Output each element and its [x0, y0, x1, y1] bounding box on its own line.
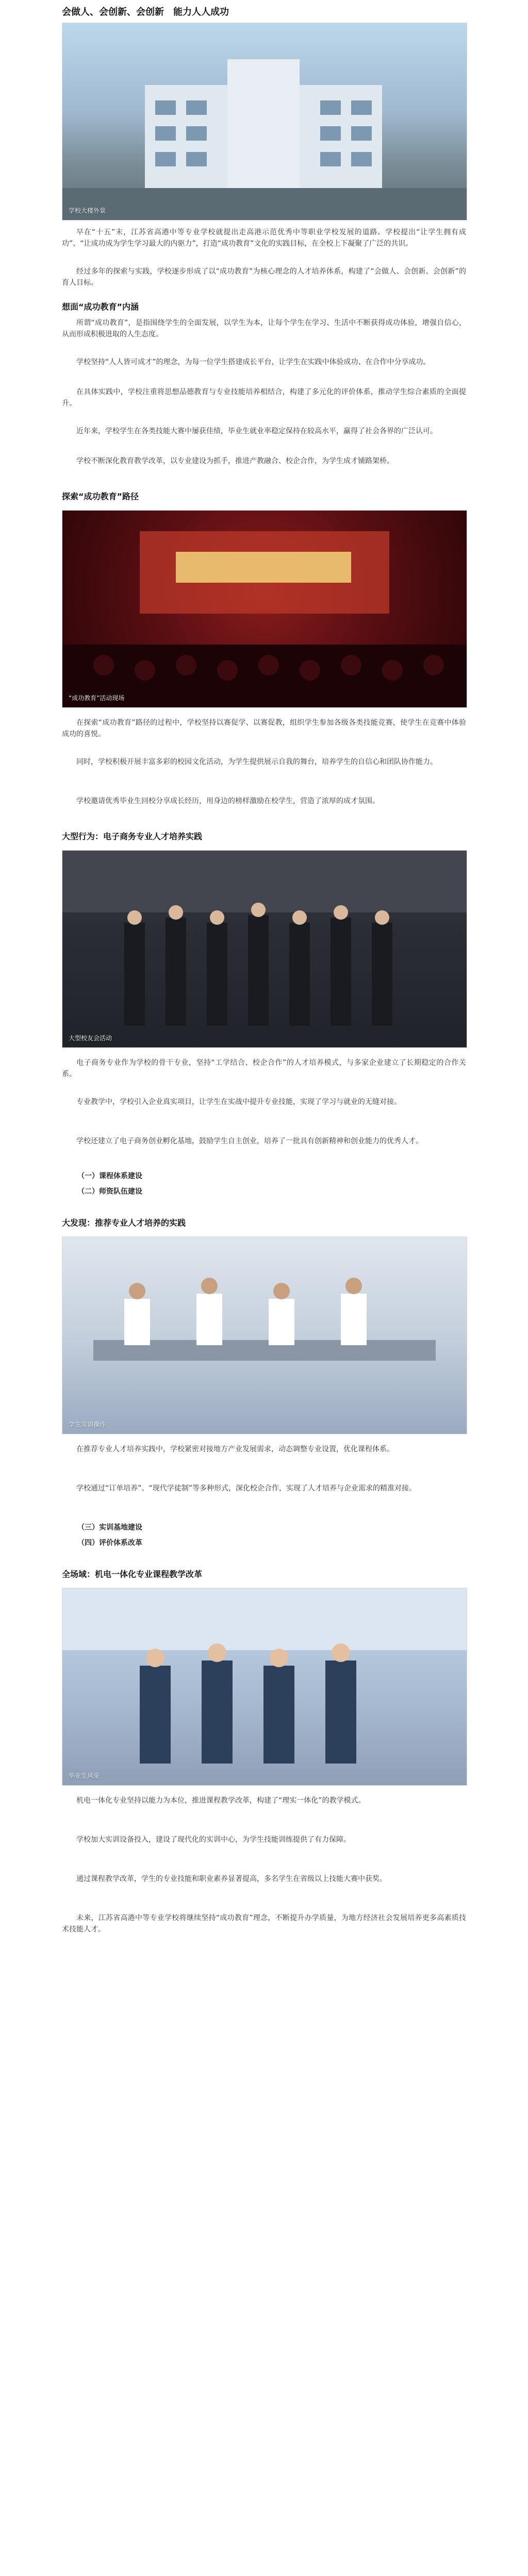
section-heading: 大型行为：电子商务专业人才培养实践 [62, 832, 203, 841]
subheading: （一）课程体系建设 [77, 1172, 142, 1180]
paragraph: 学校加大实训设备投入，建设了现代化的实训中心，为学生技能训练提供了有力保障。 [76, 1836, 351, 1844]
alumni-photo [62, 850, 467, 1048]
photo-label: 学生实训操作 [69, 1421, 106, 1428]
section-heading: 全场域：机电一体化专业课程教学改革 [62, 1569, 203, 1579]
graduates-photo [62, 1588, 467, 1786]
paragraph: 在推荐专业人才培养实践中，学校紧密对接地方产业发展需求，动态调整专业设置，优化课程体系。 [76, 1445, 394, 1453]
photo-label: “成功教育”活动现场 [69, 694, 125, 702]
building-photo [62, 23, 467, 221]
stage-photo [62, 510, 467, 708]
stage-illustration [62, 511, 467, 707]
alumni-illustration [62, 851, 467, 1047]
paragraph: 在探索“成功教育”路径的过程中，学校坚持以赛促学、以赛促教，组织学生参加各级各类技能竞赛，使学生在竞赛中体验成功的喜悦。 [62, 719, 466, 738]
paragraph: 通过课程教学改革，学生的专业技能和职业素养显著提高，多名学生在省级以上技能大赛中获奖。 [76, 1875, 387, 1883]
section-heading: 探索“成功教育”路径 [62, 492, 139, 501]
section-heading: 想面“成功教育”内涵 [62, 302, 139, 312]
paragraph: 学校坚持“人人皆可成才”的理念，为每一位学生搭建成长平台，让学生在实践中体验成功、在合作中分享成功。 [76, 358, 431, 366]
paragraph: 专业教学中，学校引入企业真实项目，让学生在实战中提升专业技能，实现了学习与就业的无缝对接。 [76, 1098, 401, 1106]
paragraph: 同时，学校积极开展丰富多彩的校园文化活动，为学生提供展示自我的舞台，培养学生的自信心和团队协作能力。 [76, 758, 437, 766]
paragraph: 学校不断深化教育教学改革，以专业建设为抓手，推进产教融合、校企合作，为学生成才铺路架桥。 [76, 457, 394, 465]
paragraph: 未来，江苏省高港中等专业学校将继续坚持“成功教育”理念，不断提升办学质量，为地方经济社会发展培养更多高素质技术技能人才。 [62, 1914, 466, 1934]
paragraph: 学校通过“订单培养”、“现代学徒制”等多种形式，深化校企合作，实现了人才培养与企业需求的精准对接。 [76, 1484, 417, 1493]
training-photo [62, 1236, 467, 1434]
subheading: （四）评价体系改革 [77, 1539, 142, 1547]
subheading: （三）实训基地建设 [77, 1523, 142, 1532]
training-illustration [62, 1237, 467, 1434]
paragraph: 电子商务专业作为学校的骨干专业，坚持“工学结合、校企合作”的人才培养模式，与多家企业建立了长期稳定的合作关系。 [62, 1059, 466, 1078]
paragraph: 早在“十五”末，江苏省高港中等专业学校就提出走高港示范优秀中等职业学校发展的道路。学校提出“让学生拥有成功”、“让成功成为学生学习最大的内驱力”，打造“成功教育”文化的实践目标，在全校上下凝聚了广泛的共识。 [62, 228, 466, 248]
subheading: （二）师资队伍建设 [77, 1188, 142, 1196]
paragraph: 近年来，学校学生在各类技能大赛中屡获佳绩，毕业生就业率稳定保持在较高水平，赢得了社会各界的广泛认可。 [76, 427, 437, 435]
section-heading: 大发现：推荐专业人才培养的实践 [62, 1218, 186, 1228]
photo-label: 毕业生风采 [69, 1772, 100, 1780]
article-title: 会做人、会创新、会创新 能力人人成功 [62, 7, 229, 18]
paragraph: 学校邀请优秀毕业生回校分享成长经历，用身边的榜样激励在校学生，营造了浓厚的成才氛围。 [76, 797, 380, 805]
photo-label: 大型校友会活动 [69, 1035, 112, 1042]
paragraph: 所谓“成功教育”，是指围绕学生的全面发展，以学生为本，让每个学生在学习、生活中不断获得成功体验，增强自信心，从而形成积极进取的人生态度。 [62, 319, 466, 338]
building-illustration [62, 23, 467, 220]
paragraph: 机电一体化专业坚持以能力为本位，推进课程教学改革，构建了“理实一体化”的教学模式。 [76, 1797, 366, 1805]
paragraph: 在具体实践中，学校注重将思想品德教育与专业技能培养相结合，构建了多元化的评价体系，推动学生综合素质的全面提升。 [62, 388, 466, 408]
graduates-illustration [62, 1588, 467, 1785]
photo-label: 学校大楼外景 [69, 207, 106, 214]
paragraph: 经过多年的探索与实践，学校逐步形成了以“成功教育”为核心理念的人才培养体系，构建了“会做人、会创新、会创新”的育人目标。 [62, 267, 466, 287]
paragraph: 学校还建立了电子商务创业孵化基地，鼓励学生自主创业，培养了一批具有创新精神和创业能力的优秀人才。 [76, 1137, 423, 1145]
